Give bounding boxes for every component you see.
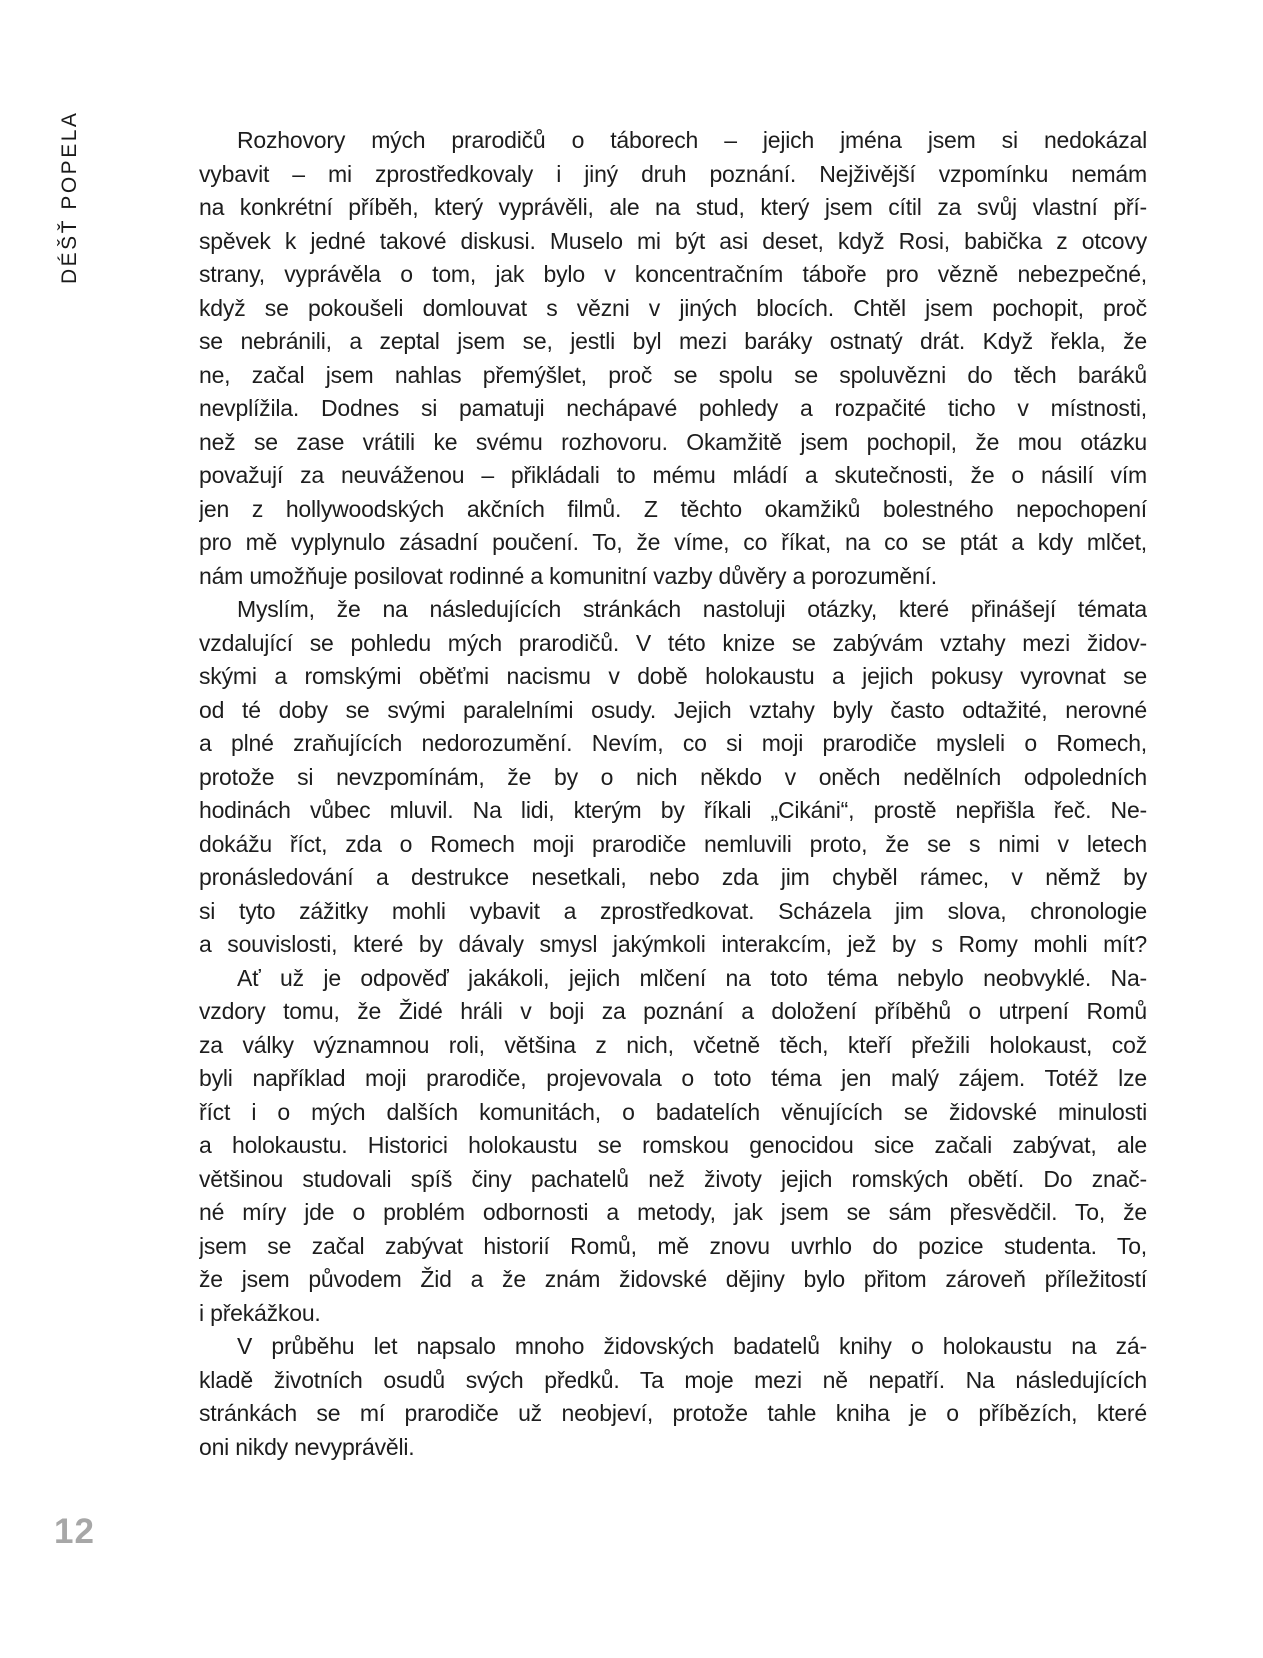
text-line: pro mě vyplynulo zásadní poučení. To, že víme, co říkat, na co se ptát a kdy mlčet, [199, 529, 1147, 555]
text-line: spěvek k jedné takové diskusi. Muselo mi být asi deset, když Rosi, babička z otcovy [199, 227, 1147, 254]
text-line: že jsem původem Žid a že znám židovské dějiny bylo přitom zároveň příležitostí [199, 1266, 1147, 1292]
text-line: za války významnou roli, většina z nich, včetně těch, kteří přežili holokaust, což [199, 1031, 1147, 1058]
text-line: hodinách vůbec mluvil. Na lidi, kterým by říkali „Cikáni“, prostě nepřišla řeč. Ne- [199, 797, 1147, 823]
text-line: né míry jde o problém odbornosti a metody, jak jsem se sám přesvědčil. To, že [199, 1199, 1147, 1225]
text-line: pronásledování a destrukce nesetkali, nebo zda jim chyběl rámec, v němž by [199, 864, 1147, 890]
running-head-vertical: DÉŠŤ POPELA [58, 110, 81, 284]
text-line: nám umožňuje posilovat rodinné a komunitní vazby důvěry a porozumění. [199, 562, 937, 589]
text-line: když se pokoušeli domlouvat s vězni v jiných blocích. Chtěl jsem pochopit, proč [199, 294, 1147, 321]
text-line: a plné zraňujících nedorozumění. Nevím, co si moji prarodiče mysleli o Romech, [199, 730, 1147, 756]
text-line: se nebránili, a zeptal jsem se, jestli byl mezi baráky ostnatý drát. Když řekla, že [199, 328, 1147, 354]
text-line: Rozhovory mých prarodičů o táborech – jejich jména jsem si nedokázal [237, 127, 1147, 153]
text-line: dokážu říct, zda o Romech moji prarodiče nemluvili proto, že se s nimi v letech [199, 830, 1147, 857]
text-line: si tyto zážitky mohli vybavit a zprostředkovat. Scházela jim slova, chronologie [199, 897, 1147, 924]
text-line: vybavit – mi zprostředkovaly i jiný druh poznání. Nejživější vzpomínku nemám [199, 160, 1147, 187]
text-line: na konkrétní příběh, který vyprávěli, ale na stud, který jsem cítil za svůj vlastní pří- [199, 194, 1147, 220]
text-line: jsem se začal zabývat historií Romů, mě znovu uvrhlo do pozice studenta. To, [199, 1232, 1147, 1259]
text-line: a souvislosti, které by dávaly smysl jakýmkoli interakcím, jež by s Romy mohli mít? [199, 931, 1147, 957]
text-line: jen z hollywoodských akčních filmů. Z těchto okamžiků bolestného nepochopení [199, 495, 1147, 522]
text-line: V průběhu let napsalo mnoho židovských badatelů knihy o holokaustu na zá- [237, 1333, 1147, 1359]
text-line: vzdalující se pohledu mých prarodičů. V této knize se zabývám vztahy mezi židov- [199, 629, 1147, 656]
text-line: Myslím, že na následujících stránkách nastoluji otázky, které přinášejí témata [237, 596, 1147, 622]
text-line: vzdory tomu, že Židé hráli v boji za poznání a doložení příběhů o utrpení Romů [199, 998, 1147, 1024]
text-line: oni nikdy nevyprávěli. [199, 1433, 415, 1460]
text-line: považují za neuváženou – přikládali to mému mládí a skutečnosti, že o násilí vím [199, 462, 1147, 488]
text-line: protože si nevzpomínám, že by o nich někdo v oněch nedělních odpoledních [199, 763, 1147, 790]
text-line: kladě životních osudů svých předků. Ta moje mezi ně nepatří. Na následujících [199, 1366, 1147, 1393]
page-number: 12 [54, 1512, 95, 1551]
body-text [199, 124, 1147, 1464]
text-line: strany, vyprávěla o tom, jak bylo v koncentračním táboře pro vězně nebezpečné, [199, 261, 1147, 287]
text-line: byli například moji prarodiče, projevovala o toto téma jen malý zájem. Totéž lze [199, 1065, 1147, 1091]
text-line: nevplížila. Dodnes si pamatuji nechápavé pohledy a rozpačité ticho v místnosti, [199, 395, 1147, 421]
text-line: než se zase vrátili ke svému rozhovoru. Okamžitě jsem pochopil, že mou otázku [199, 428, 1147, 455]
text-line: Ať už je odpověď jakákoli, jejich mlčení na toto téma nebylo neobvyklé. Na- [237, 964, 1147, 991]
text-line: většinou studovali spíš činy pachatelů než životy jejich romských obětí. Do znač- [199, 1165, 1147, 1192]
text-line: i překážkou. [199, 1299, 321, 1326]
text-line: skými a romskými oběťmi nacismu v době holokaustu a jejich pokusy vyrovnat se [199, 663, 1147, 689]
text-line: ne, začal jsem nahlas přemýšlet, proč se spolu se spoluvězni do těch baráků [199, 361, 1147, 388]
text-line: stránkách se mí prarodiče už neobjeví, protože tahle kniha je o příbězích, které [199, 1400, 1147, 1426]
text-line: říct i o mých dalších komunitách, o badatelích věnujících se židovské minulosti [199, 1098, 1147, 1125]
text-line: od té doby se svými paralelními osudy. Jejich vztahy byly často odtažité, nerovné [199, 696, 1147, 723]
text-line: a holokaustu. Historici holokaustu se romskou genocidou sice začali zabývat, ale [199, 1132, 1147, 1158]
